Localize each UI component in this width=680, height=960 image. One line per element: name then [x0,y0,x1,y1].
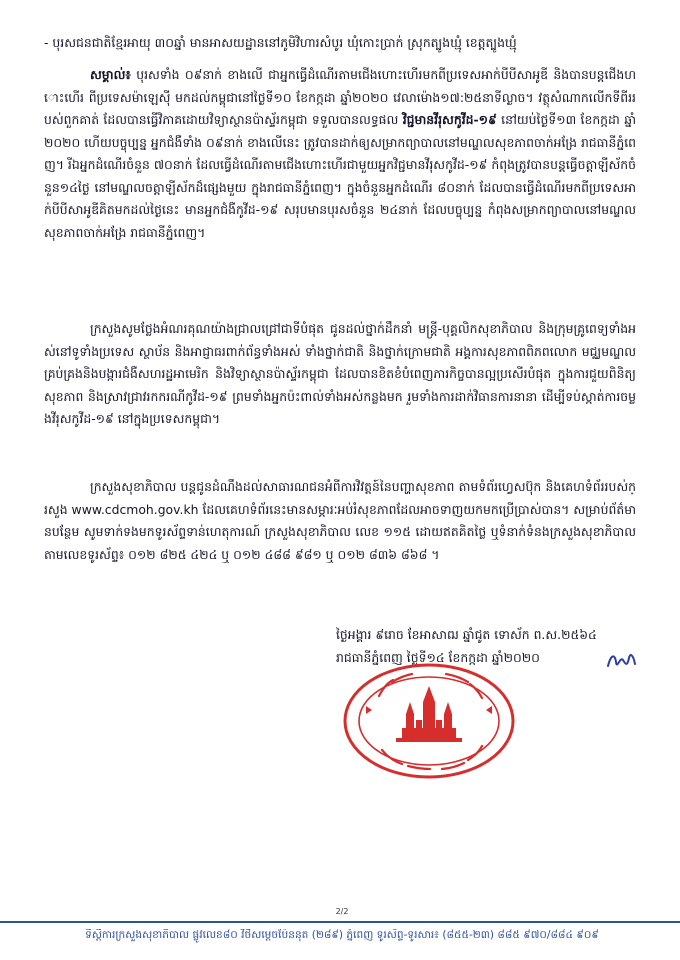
note-text-part1: បុរសទាំង ០៩នាក់ ខាងលើ ជាអ្នកធ្វើដំណើរតាមជើងហោះហើរមកពីប្រទេសអាក់បីបីសាអូឌី និងបានបន្តជើងហោះហើរ ពីប្រទេសម៉ាឡេស៊ី មកដល់កម្ពុជានៅថ្ងៃទី១០ ខែកក្កដា ឆ្នាំ២០២០ វេលាម៉ោង១៧:២៥នាទីល្ងាច។ វត្ថុសំណាកលើកទីពីររបស់ពួកគាត់ ដែលបានធ្វើវិភាគដោយវិទ្យាស្ថានប៉ាស្ទ័រកម្ពុជា ទទួលបានលទ្ធផល [44,67,636,127]
case-entry-text: - បុរសជនជាតិខ្មែរអាយុ ៣០ឆ្នាំ មានអាសយដ្ឋាននៅភូមិវិហារសំបូរ ឃុំកោះប្រាក់ ស្រុកត្បូងឃ្មុំ ខេត្តត្បូងឃ្មុំ [44,35,517,50]
lunar-date: ថ្ងៃអង្គារ ៩រោច ខែអាសាឍ ឆ្នាំជូត ទោស័ក ព.ស.២៥៦៤ [336,627,597,642]
signature-icon [605,648,639,674]
note-label: សម្គាល់៖ [90,67,131,82]
paragraph-contact [44,476,636,566]
footer-address: ទីស្តីការក្រសួងសុខាភិបាល ផ្លូវលេខ៨០ វិថីសម្តេចប៉ែននុត (២៨៩) ភ្នំពេញ ទូរស័ព្ទ-ទូរសារ៖ (៨៥៥-២៣) ៨៨៥ ៩៧០/៨៨៤ ៩០៩ [85,929,599,941]
note-positive-result: វិជ្ជមានវីរុសកូវីដ-១៩ [402,112,497,127]
thanks-text: ក្រសួងសូមថ្លែងអំណរគុណយ៉ាងជ្រាលជ្រៅជាទីបំផុត ជូនដល់ថ្នាក់ដឹកនាំ មន្ត្រី-បុគ្គលិកសុខាភិបាល និងក្រុមគ្រូពេទ្យទាំងអស់នៅទូទាំងប្រទេស ស្ថាប័ន និងអាជ្ញាធរពាក់ព័ន្ធទាំងអស់ ទាំងថ្នាក់ជាតិ និងថ្នាក់ក្រោមជាតិ អង្គការសុខភាពពិភពលោក មជ្ឈមណ្ឌលគ្រប់គ្រងនិងបង្ការជំងឺសហរដ្ឋអាមេរិក និងវិទ្យាស្ថានប៉ាស្ទ័រកម្ពុជា ដែលបានខិតខំបំពេញភារកិច្ចបានល្អប្រសើរបំផុត ក្នុងការជួយពិនិត្យសុខភាព និងស្រាវជ្រាវរកករណីកូវីដ-១៩ ព្រមទាំងអ្នកប៉ះពាល់ទាំងអស់កន្លងមក រួមទាំងការដាក់វិធានការនានា ដើម្បីទប់ស្កាត់ការចម្លងវីរុសកូវីដ-១៩ នៅក្នុងប្រទេសកម្ពុជា។ [44,321,636,426]
page-number: 2/2 [335,907,349,916]
paragraph-note [44,64,636,244]
footer-divider [0,921,680,923]
paragraph-thanks [44,318,636,431]
solar-date: រាជធានីភ្នំពេញ ថ្ងៃទី១៤ ខែកក្កដា ឆ្នាំ២០២០ [336,649,540,665]
note-text-part2: នៅយប់ថ្ងៃទី១៣ ខែកក្កដា ឆ្នាំ២០២០ ហើយបច្ចុប្បន្ន អ្នកជំងឺទាំង ០៩នាក់ ខាងលើនេះ ត្រូវបានដាក់ឲ្យសម្រាកព្យាបាលនៅមណ្ឌលសុខភាពចាក់អង្រែ រាជធានីភ្នំពេញ។ រីឯអ្នកដំណើរចំនួន ៧០នាក់ ដែលធ្វើដំណើរតាមជើងហោះហើរជាមួយអ្នកវិជ្ជមានវីរុសកូវីដ-១៩ កំពុងត្រូវបានបន្តធ្វើចត្តាឡីស័កចំនួន១៤ថ្ងៃ នៅមណ្ឌលចត្តាឡីស័កដ៏ផ្សេងមួយ ក្នុងរាជធានីភ្នំពេញ។ ក្នុងចំនួនអ្នកដំណើរ ៨០នាក់ ដែលបានធ្វើដំណើរមកពីប្រទេសអាក់បីបីសាអូឌីគិតមកដល់ថ្ងៃនេះ មានអ្នកជំងឺកូវីដ-១៩ សរុបមានបុរសចំនួន ២៤នាក់ ដែលបច្ចុប្បន្ន កំពុងសម្រាកព្យាបាលនៅមណ្ឌលសុខភាពចាក់អង្រែ រាជធានីភ្នំពេញ។ [44,112,636,240]
ministry-seal-icon [342,662,516,780]
paragraph-case-entry [44,32,636,55]
contact-text: ក្រសួងសុខាភិបាល បន្តជូនដំណឹងដល់សាធារណជនអំពីការវិវត្តន៍នៃបញ្ហាសុខភាព តាមទំព័រហ្វេសប៊ុក និងគេហទំព័ររបស់ក្រសួង www.cdcmoh.gov.kh ដែលគេហទំព័រនេះមានសម្ភារៈអប់រំសុខភាពដែលអាចទាញយកមកប្រើប្រាស់បាន។ សម្រាប់ព័ត៌មានបន្ថែម សូមទាក់ទងមកទូរស័ព្ទទាន់ហេតុការណ៍ ក្រសួងសុខាភិបាល លេខ ១១៥ ដោយឥតគិតថ្លៃ ឬទំនាក់ទំនងក្រសួងសុខាភិបាល តាមលេខទូរស័ព្ទ៖ ០១២ ៨២៥ ៤២៤ ឬ ០១២ ៤៨៨ ៩៨១ ឬ ០១២ ៨៣៦ ៨៦៨ ។ [44,479,636,562]
